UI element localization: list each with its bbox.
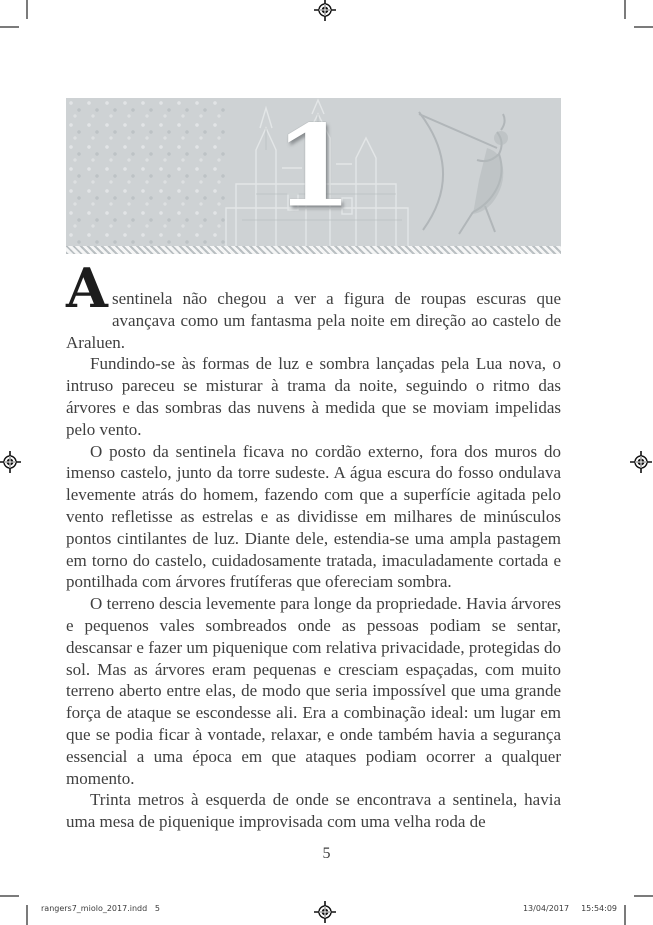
paragraph xyxy=(66,252,561,353)
crop-mark xyxy=(634,26,653,28)
drop-cap xyxy=(66,256,112,320)
registration-mark-icon xyxy=(313,900,337,924)
drop-cap-letter: A xyxy=(66,256,106,320)
chapter-number: 1 xyxy=(274,101,353,233)
paragraph: Trinta metros à esquerda de onde se encontrava a sentinela, havia uma mesa de piquenique improvisada com uma velha roda de xyxy=(66,790,561,832)
crop-mark xyxy=(0,895,19,897)
paragraph: Fundindo-se às formas de luz e sombra lançadas pela Lua nova, o intruso pareceu se misturar à trama da noite, seguindo o ritmo das árvores e das sombras das nuvens à medida que se moviam impelidas pelo vento. xyxy=(66,354,561,439)
slug-filename: rangers7_miolo_2017.indd 5 xyxy=(41,904,160,913)
registration-mark-icon xyxy=(629,450,653,474)
crop-mark xyxy=(26,0,28,19)
slug-time: 15:54:09 xyxy=(581,904,617,913)
crop-mark xyxy=(624,905,626,925)
crop-mark xyxy=(0,26,19,28)
body-text xyxy=(66,252,561,833)
registration-mark-icon xyxy=(0,450,22,474)
paragraph-text: sentinela não chegou a ver a figura de roupas escuras que avançava como um fantasma pela noite em direção ao castelo de Araluen. xyxy=(66,289,561,352)
registration-mark-icon xyxy=(313,0,337,22)
page-number: 5 xyxy=(322,845,331,862)
crop-mark xyxy=(26,905,28,925)
paragraph: O posto da sentinela ficava no cordão externo, fora dos muros do imenso castelo, junto da torre sudeste. A água escura do fosso ondulava levemente atrás do homem, fazendo com que a superfície agitada pelo vento refletisse as estrelas e as dividisse em milhares de minúsculos pontos cintilantes de luz. Diante dele, estendia-se uma ampla pastagem em torno do castelo, cuidadosamente tratada, imaculadamente cortada e pontilhada com árvores frutíferas que ofereciam sombra. xyxy=(66,441,561,592)
crop-mark xyxy=(624,0,626,19)
crop-mark xyxy=(634,895,653,897)
slug-datetime xyxy=(523,904,617,913)
chapter-header-banner xyxy=(66,98,561,246)
slug-date: 13/04/2017 xyxy=(522,904,570,913)
archer-illustration-icon xyxy=(401,102,551,246)
paragraph: O terreno descia levemente para longe da propriedade. Havia árvores e pequenos vales sombreados onde as pessoas podiam se sentar, descansar e fazer um piquenique com relativa privacidade, protegidas do sol. Mas as árvores eram pequenas e cresciam espaçadas, com muito terreno aberto entre elas, de modo que seria impossível que uma grande força de ataque se escondesse ali. Era a combinação ideal: um lugar em que se podia ficar à vontade, relaxar, e onde também havia a segurança essencial a uma época em que ataques podiam ocorrer a qualquer momento. xyxy=(66,594,561,788)
